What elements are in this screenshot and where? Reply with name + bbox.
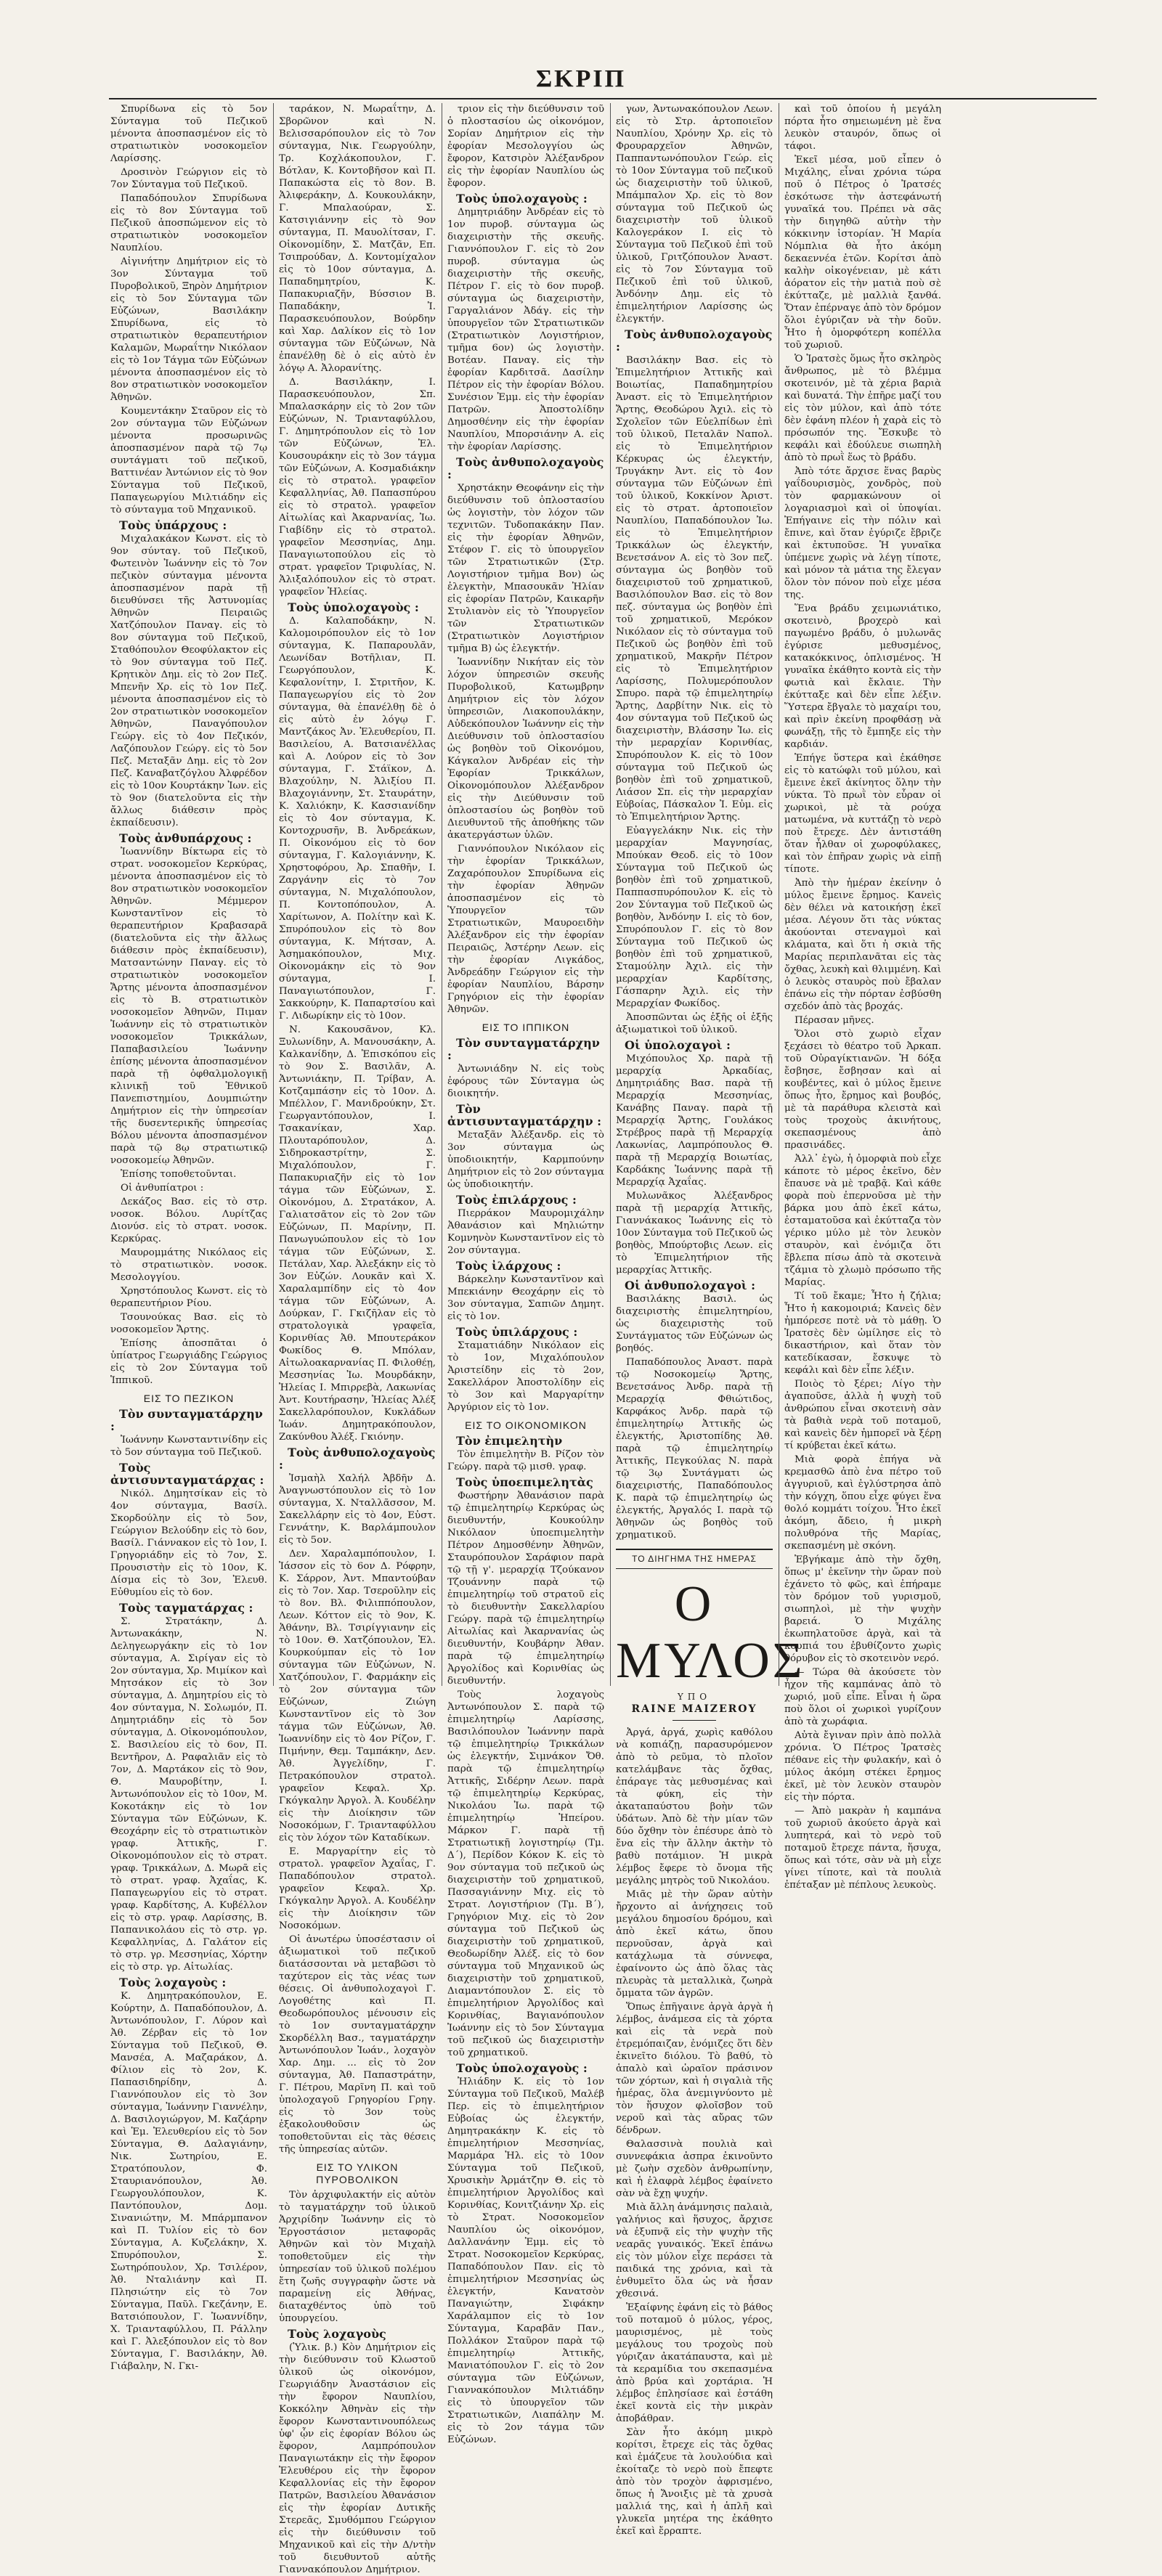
paragraph: Ὅλοι στὸ χωριὸ εἶχαν ξεχάσει τὸ θέατρο τοῦ Ἀρκαπ. τοῦ Οὐραγίκτιανῶν. Ἡ δόξα ἔσβησε, ἔσβησαν καὶ αἱ κουβέντες, καὶ ὁ μύλος ἔμεινε ὅπως ἦτο, ἔρημος καὶ βουβός, μὲ τὰ παράθυρα κλειστὰ καὶ τοὺς τροχοὺς ἀκινήτους, σκεπασμένους ἀπὸ πρασινάδες. <box>784 1029 941 1151</box>
section-heading: Τοὺς λοχαγοὺς : <box>119 1976 227 1989</box>
paragraph: Ν. Κακουσᾶνον, Κλ. Ξυλωνίδην, Α. Μανουσάκην, Α. Καλκανίδην, Δ. Ἐπισκόπου εἰς τὸ 9ον Σ. Βασιλᾶν, Α. Ἀντωνιάκην, Π. Τρίβαν, Α. Κοτζαμπάσην εἰς τὸ 10ον. Δ. Μπέλλον, Γ. Μανιδρούκην, Στ. Γεωργαντόπουλον, Ι. Τσακανίκαν, Χαρ. Πλουταρόπουλον, Δ. Σιδηροκαστρίτην, Σ. Μιχαλόπουλον, Γ. Παπακυριαζῆν εἰς τὸ 1ον τάγμα τῶν Εὐζώνων, Σ. Οἰκονόμου, Δ. Στρατάκον, Α. Γαλιατσᾶτον εἰς τὸ 2ον τῶν Εὐζώνων, Π. Μαρίνην, Π. Πανωγυώπουλον εἰς τὸ 1ον τάγμα τῶν Εὐζώνων, Σ. Πετάλαν, Χαρ. Ἀλεξάκην εἰς τὸ 3ον Εὐζών. Λουκᾶν καὶ Χ. Χαραλαμπίδην εἰς τὸ 4ον τάγμα τῶν Εὐζώνων, Α. Δούρκαν, Γ. Γκιζῆλαν εἰς τὸ στρατολογικὰ γραφεῖα, Κορινθίας Ἀθ. Μπουτεράκον Φωκίδος Θ. Μπόλαν, Αἰτωλοακαρνανίας Π. Φιλοθέῃ, Μεσσηνίας Ἰω. Μουρδάκην, Ἠλείας Ι. Μπιρρεβὰ, Λακωνίας Ἀντ. Κουτήρασην, Ἠλείας Ἀλέξ Σακελλαρόπουλον, Κυκλάδων Ἰωάν. Δημητρακόπουλον, Ζακύνθου Ἀλέξ. Γκιόνην. <box>279 1024 436 1443</box>
paragraph: Σπυρίδωνα εἰς τὸ 5ον Σύνταγμα τοῦ Πεζικοῦ μένοντα ἀποσπασμένον εἰς τὸ στρατιωτικὸν νοσοκομεῖον Λαρίσσης. <box>110 104 267 164</box>
paragraph: Πιερράκον Μαυρομιχάλην Ἀθανάσιον καὶ Μηλιώτην Κομνηνὸν Κωνσταντῖνον εἰς τὸ 2ον σύνταγμα. <box>447 1208 604 1256</box>
column-5 <box>784 103 941 1891</box>
column-divider <box>273 103 274 1686</box>
paragraph: — Τώρα θὰ ἀκούσετε τὸν ἦχον τῆς καμπάνας ἀπὸ τὸ χωριό, μοῦ εἶπε. Εἶναι ἡ ὥρα ποὺ ὅλοι οἱ χωρικοὶ γυρίζουν ἀπὸ τὰ χωράφια. <box>784 1667 941 1727</box>
paragraph: Ἀργά, ἀργά, χωρὶς καθόλου νὰ κοπιάζῃ, παρασυρόμενον ἀπὸ τὸ ρεῦμα, τὸ πλοῖον κατελάμβανε τὰς ὄχθας, ἐπάραγε τὰς μεθυσμένας καὶ τὰ φύκη, εἰς τὴν ἀκαταπαύστου βοὴν τῶν ὑδάτων. Ἀπὸ δὲ τὴν μίαν τῶν δύο ὄχθην τὸν ἐπέσυρε ἀπὸ τὸ ἔνα εἰς τὴν ἄλλην ἀκτὴν τὸ βαθὺ ποτάμιον. Ἡ μικρὰ λέμβος ἔφερε τὸ ὄνομα τῆς μεγάλης μητρὸς τοῦ Νικολάου. <box>616 1727 773 1886</box>
paragraph: Ἰωάννην Κωνσταντινίδην εἰς τὸ 5ον σύνταγμα τοῦ Πεζικοῦ. <box>110 1435 267 1458</box>
paragraph: Ποιὸς τὸ ξέρει; Λίγο τὴν ἀγαποῦσε, ἀλλὰ ἡ ψυχὴ τοῦ ἀνθρώπου εἶναι σκοτεινὴ σὰν τὰ βαθιὰ νερὰ τοῦ ποταμοῦ, καὶ κανεὶς δὲν ἠμπορεῖ νὰ ξέρῃ τί κρύβεται ἐκεῖ κάτω. <box>784 1379 941 1451</box>
column-2 <box>279 103 436 2575</box>
paragraph: γων, Ἀντωνακόπουλον Λεων. εἰς τὸ Στρ. ἀρτοποιεῖον Ναυπλίου, Χρόνην Χρ. εἰς τὸ Φρουραρχεῖον Ἀθηνῶν, Παππαντωνόπουλον Γεώρ. εἰς τὸ 10ον Σύνταγμα τοῦ πεζικοῦ ὡς διαχειριστὴν τοῦ ὑλικοῦ, Μπάμπαλον Χρ. εἰς τὸ 8ον σύνταγμα τοῦ Πεζικοῦ ὡς διαχειριστὴν τοῦ ὑλικοῦ Καλογεράκον Ι. εἰς τὸ Σύνταγμα τοῦ Πεζικοῦ ἐπὶ τοῦ ὑλικοῦ, Γριτζόπουλον Ἀναστ. εἰς τὸ 7ον Σύνταγμα τοῦ Πεζικοῦ ἐπὶ τοῦ ὑλικοῦ, Ἀνδόνην Δημ. εἰς τὸ ἐπιμελητήριον Λαρίσσης ὡς ἐλεγκτήν. <box>616 104 773 325</box>
paragraph: Αἰγινήτην Δημήτριον εἰς τὸ 3ον Σύνταγμα τοῦ Πυροβολικοῦ, Ξηρὸν Δημήτριον εἰς τὸ 5ον Σύνταγμα τῶν Εὐζώνων, Βασιλάκην Σπυρίδωνα, εἰς τὸ στρατιωτικὸν θεραπευτήριον Καλαμῶν, Μωραΐτην Νικόλαον εἰς τὸ 1ον Τάγμα τῶν Εὐζώνων μένοντα ἀποσπασμένον εἰς τὸ 8ον στρατιωτικὸν νοσοκομεῖον Ἀθηνῶν. <box>110 256 267 403</box>
paragraph: Χρηστάκην Θεοφάνην εἰς τὴν διεύθυνσιν τοῦ ὁπλοστασίου ὡς λογιστὴν, τὸν λόχον τῶν τεχνιτῶν. Τυδοπακάκην Παν. εἰς τὴν ἐφορίαν Ἀθηνῶν, Στέφον Γ. εἰς τὸ ὑπουργεῖον τῶν Στρατιωτικῶν (Στρ. Λογιστήριον τμῆμα Βον) ὡς ἐλεγκτὴν, Μπασουκᾶν Ἠλίαν εἰς ἐφορίαν Πατρῶν, Καικαρῆν Στυλιανὸν εἰς τὸ Ὑπουργεῖον τῶν Στρατιωτικῶν (Στρατιωτικὸν Λογιστήριον τμῆμα Β) ὡς ἐλεγκτήν. <box>447 483 604 654</box>
story-header-box <box>616 1549 805 1721</box>
section-heading: Τοὺς ταγματάρχας : <box>119 1601 253 1615</box>
paragraph: (Ὑλικ. β.) Κὸν Δημήτριον εἰς τὴν διεύθυνσιν τοῦ Κλωστοῦ ὑλικοῦ ὡς οἰκονόμον, Γεωργιάδην Ἀναστάσιον εἰς τὴν ἔφορον Ναυπλίου, Κοκκόλην Ἀθηνὰν εἰς τὴν ἔφορον Κωνσταντινουπόλεως ὑφ' ᾧν εἰς ἐφορίαν Βόλου ὡς ἔφορον, Λαμπρόπουλον Παναγιωτάκην εἰς τὴν ἔφορον Ἐλευθέρου εἰς τὴν ἔφορον Κεφαλλονίας εἰς τὴν ἔφορον Πατρῶν, Βασιλείου Ἀθανάσιον εἰς τὴν ἐφορίαν Δυτικῆς Στερεᾶς, Σμυθόμπου Γεώργιον εἰς τὴν διεύθυνσιν τοῦ Μηχανικοῦ καὶ εἰς τὴν Δ/ντὴν τοῦ διευθυντοῦ αὐτῆς Γιαννακόπουλον Δημήτριον. <box>279 2342 436 2575</box>
paragraph: Δ. Βασιλάκην, Ι. Παρασκευόπουλον, Σπ. Μπαλασκάρην εἰς τὸ 2ον τῶν Εὐζώνων, Ν. Τριανταφύλλου, Γ. Δημητρόπουλον εἰς τὸ 1ον τῶν Εὐζώνων, Ἐλ. Κουσουράκην εἰς τὸ 3ον τάγμα τῶν Εὐζώνων, Α. Κοσμαδιάκην εἰς τὸ στρατολ. γραφεῖον Κεφαλληνίας, Ἀθ. Παπασπύρου εἰς τὸ στρατολ. γραφεῖον Αἰτωλίας καὶ Ἀκαρνανίας, Ἰω. Γιαβίδην εἰς τὸ στρατολ. γραφεῖον Μεσσηνίας, Δημ. Παναγιωτοπούλου εἰς τὸ στρατ. γραφεῖον Τριφυλίας, Ν. Ἀλιξαλόπουλον εἰς τὸ στρατ. γραφεῖον Ἠλείας. <box>279 377 436 598</box>
section-heading: Τοὺς ὑποεπιμελητὰς <box>456 1475 593 1489</box>
paragraph: Σταματιάδην Νικόλαον εἰς τὸ 1ον, Μιχαλόπουλον Ἀριστείδην εἰς τὸ 2ον, Σακελλάρον Ἀποστολίδην εἰς τὸ 3ον καὶ Μαργαρίτην Ἀργύριον εἰς τὸ 1ον. <box>447 1340 604 1413</box>
story-title: Ο ΜΥΛΟΣ <box>616 1576 805 1689</box>
paragraph: Ἠλιάδην Κ. εἰς τὸ 1ον Σύνταγμα τοῦ Πεζικοῦ, Μαλέβ Περ. εἰς τὸ ἐπιμελητήριον Εὐβοίας ὡς ἐλεγκτήν, Δημητρακάκην Κ. εἰς τὸ ἐπιμελητήριον Μεσσηνίας, Μαρμάρα Ἠλ. εἰς τὸ 10ον Σύνταγμα τοῦ Πεζικοῦ, Χρυσικὴν Ἀρμάτζην Θ. εἰς τὸ ἐπιμελητήριον Ἀργολίδος καὶ Κορινθίας, Κονιτζιάνην Χρ. εἰς τὸ Στρατ. Νοσοκομεῖον Ναυπλίου ὡς οἰκονόμον, Δαλλανάνην Ἐμμ. εἰς τὸ Στρατ. Νοσοκομεῖον Κερκύρας, Παπαδόπουλον Παν. εἰς τὸ ἐπιμελητήριον Μεσσηνίας ὡς ἐλεγκτήν, Κανατσὸν Παναγιώτην, Σιφάκην Χαράλαμπον εἰς τὸ 1ον Σύνταγμα, Καραβᾶν Παν., Πολλάκον Σταῦρον παρὰ τῷ ἐπιμελητηρίῳ Ἀττικῆς, Μανιατόπουλον Γ. εἰς τὸ 2ον σύνταγμα τῶν Εὐζώνων, Γιαννακόπουλον Μιλτιάδην εἰς τὸ ὑπουργεῖον τῶν Στρατιωτικῶν, Λιαπάλην Μ. εἰς τὸ 2ον τάγμα τῶν Εὐζώνων. <box>447 2076 604 2445</box>
paragraph: Κ. Δημητρακόπουλον, Ε. Κούρτην, Δ. Παπαδόπουλον, Δ. Ἀντωνόπουλον, Γ. Λύρον καὶ Ἀθ. Ζέρβαν εἰς τὸ 1ον Σύνταγμα τοῦ Πεζικοῦ, Θ. Μανσέα, Α. Μαζαράκον, Δ. Φίλιον εἰς τὸ 2ον, Κ. Παπασιδηρίδην, Δ. Γιαννόπουλον εἰς τὸ 3ον σύνταγμα, Ἰωάννην Γιαννέλην, Δ. Βασιλογιώργον, Μ. Καζάρην καὶ Ἐμ. Ἐλευθερίου εἰς τὸ 5ον Σύνταγμα, Θ. Δαλαγιάνην, Νικ. Σωτηρίου, Ε. Στρατόπουλον, Φ. Σταυριανόπουλον, Ἀθ. Γεωργουλόπουλον, Κ. Παντόπουλον, Δομ. Σινανιώτην, Μ. Μπάρμπανον καὶ Π. Τυλίον εἰς τὸ 6ον Σύνταγμα, Α. Κυζελάκην, Χ. Σπυρόπουλον, Σ. Σωτηρόπουλον, Χρ. Τσιλέρον, Ἀθ. Νταλιάνην καὶ Π. Πλησιώτην εἰς τὸ 7ον Σύνταγμα, Παῦλ. Γκεζάνην, Ε. Βατσιόπουλον, Γ. Ἰωαννίδην, Χ. Τριανταφύλλου, Π. Ράλλην καὶ Γ. Ἀλεξόπουλον εἰς τὸ 8ον Σύνταγμα, Γ. Βασιλάκην, Ἀθ. Γιάβαλην, Ν. Γκι- <box>110 1991 267 2372</box>
paragraph: Ἀντωνιάδην Ν. εἰς τοὺς ἐφόρους τῶν Σύνταγμα ὡς διοικητήν. <box>447 1064 604 1099</box>
paragraph: Δεν. Χαραλαμπόπουλον, Ι. Ἰάσσον εἰς τὸ 6ον Δ. Ρόφρην, Κ. Σάρρον, Ἀντ. Μπαντούβαν εἰς τὸ 7ον. Χαρ. Τσεροῦλην εἰς τὸ 8ον. Βλ. Φιλιππόπουλον, Λεων. Κόττον εἰς τὸ 9ον, Κ. Ἀθάνην, Βλ. Τσιρίγγιανην εἰς τὸ 10ον. Θ. Χατζόπουλον, Ἐλ. Κουρκούμπαν εἰς τὸ 1ον σύνταγμα τῶν Εὐζώνων, Ν. Χατζόπουλον, Γ. Φαρμάκην εἰς τὸ 2ον σύνταγμα τῶν Εὐζώνων, Ζιώγη Κωνσταντῖνον εἰς τὸ 3ον τάγμα τῶν Εὐζώνων, Ἀθ. Ἰωαννίδην εἰς τὸ 4ον Ρίζον, Γ. Πιμήνην, Θεμ. Ταμπάκην, Δεν. Ἀθ. Ἀγγελίδην, Γ. Πετρακόπουλον στρατολ. γραφεῖον Κεφαλ. Χρ. Γκόγκαλην Ἀργολ. Ἀ. Κουδέλην εἰς τὴν Διοίκησιν τῶν Νοσοκόμων, Γ. Τριανταφύλλου εἰς τὸν λόχον τῶν Καταδίκων. <box>279 1549 436 1843</box>
paragraph: Οἱ ἀνθυπίατροι : <box>121 1183 204 1194</box>
paragraph: Παπαδόπουλος Ἀναστ. παρὰ τῷ Νοσοκομείῳ Ἄρτης, Βενετσάνος Ἀνδρ. παρὰ τῇ Μεραρχίᾳ Φθιώτιδος, Καρφάκος Ἀνδρ. παρὰ τῷ ἐπιμελητηρίῳ Ἀττικῆς ὡς ἐλεγκτής, Ἀριστοπίδης Ἀθ. παρὰ τῷ ἐπιμελητηρίῳ Ἀττικῆς, Πεγκούλας Ν. παρὰ τῷ 3ῳ Συντάγματι ὡς διαχειριστής, Παπαδόπουλος Κ. παρὰ τῷ ἐπιμελητηρίῳ ὡς ἐλεγκτής, Ἀργαλός Ι. παρὰ τῷ Ἀθηνῶν ὡς βοηθὸς τοῦ χρηματικοῦ. <box>616 1357 773 1541</box>
paragraph: Τοὺς λοχαγοὺς Ἀντωνόπουλον Σ. παρὰ τῷ ἐπιμελητηρίῳ Λαρίσσης, Βασιλόπουλον Ἰωάννην παρὰ τῷ ἐπιμελητηρίῳ Τρικκάλων ὡς ἐλεγκτήν, Σιμνάκον Ὄθ. παρὰ τῷ ἐπιμελητηρίῳ Ἀττικῆς, Σιδέρην Λεων. παρὰ τῷ ἐπιμελητηρίῳ Κερκύρας, Νικολάου Ἰω. παρὰ τῷ ἐπιμελητηρίῳ Ἠπείρου. Μάρκον Γ. παρὰ τῇ Στρατιωτικῇ λογιστηρίῳ (Τμ. Δ΄), Περίδον Κόκον Κ. εἰς τὸ 9ον σύνταγμα τοῦ πεζικοῦ ὡς διαχειριστὴν τοῦ χρηματικοῦ, Πασσαγιάννην Μιχ. εἰς τὸ Στρατ. Λογιστήριον (Τμ. Β΄), Γρηγόριον Μιχ. εἰς τὸ 2ον σύνταγμα τοῦ Πεζικοῦ ὡς διαχειριστὴν τοῦ χρηματικοῦ, Θεοδωρίδην Ἀλέξ. εἰς τὸ 6ον σύνταγμα τοῦ Μηχανικοῦ ὡς διαχειριστὴν τοῦ χρηματικοῦ, Διαμαντόπουλον Σ. εἰς τὸ ἐπιμελητήριον Ἀργολίδος καὶ Κορινθίας, Βαγιανόπουλον Ἰωάννην εἰς τὸ 5ον Σύνταγμα τοῦ πεζικοῦ ὡς διαχειριστὴν τοῦ χρηματικοῦ. <box>447 1690 604 2058</box>
paragraph: Μιχαλακάκον Κωνστ. εἰς τὸ 9ον σύνταγ. τοῦ Πεζικοῦ, Φωτεινὸν Ἰωάννην εἰς τὸ 7ον πεζικὸν σύνταγμα μένοντα ἀποσπασμένον παρὰ τῇ διευθύνσει τῆς Ἀστυνομίας Ἀθηνῶν Πειραιῶς Χατζόπουλον Παναγ. εἰς τὸ 8ον σύνταγμα τοῦ Πεζικοῦ, Σταθόπουλον Θεοφύλακτον εἰς τὸ 9ον σύνταγμα τοῦ Πεζ. Κρητικὸν Δημ. εἰς τὸ 2ον Πεζ. Μπενῆν Χρ. εἰς τὸ 1ον Πεζ. μένοντα ἀποσπασμένον εἰς τὸ 2ον στρατιωτικὸν νοσοκομεῖον Ἀθηνῶν, Παναγόπουλον Γεώργ. εἰς τὸ 4ον Πεζικόν, Λαζόπουλον Γεώργ. εἰς τὸ 5ον Πεζ. Μεταξᾶν Δημ. εἰς τὸ 2ον Πεζ. Καναβατζόγλου Ἀλφρέδον εἰς τὸ 10ον Κουρτάκην Ἰων. εἰς τὸ 9ον (διατελοῦντα εἰς τὴν ἄλλως διάθεσιν πρὸς ἐκπαίδευσιν). <box>110 534 267 828</box>
paragraph: Ἰσμαὴλ Χαλήλ Ἀβδῆν Δ. Ἀναγνωστόπουλον εἰς τὸ 1ον σύνταγμα, Χ. Νταλλᾶσσον, Μ. Σακελλάρην εἰς τὸ 4ον, Εὐστ. Γεννάτην, Κ. Βαρλάμπουλον εἰς τὸ 5ον. <box>279 1473 436 1546</box>
paragraph: Παπαδόπουλον Σπυρίδωνα εἰς τὸ 8ον Σύνταγμα τοῦ Πεζικοῦ ἀποσπώμενον εἰς τὸ στρατιωτικὸν νοσοκομεῖον Ναυπλίου. <box>110 193 267 253</box>
paragraph: Μιᾶς μὲ τὴν ὥραν αὐτὴν ἤρχοντο αἱ ἀνήχησεις τοῦ μεγάλου δημοσίου δρόμου, καὶ ἀπὸ ἐκεῖ κάτω, ὅπου περνοῦσαν, ἀργὰ καὶ κατάχλωμα τὰ σύννεφα, ἐφαίνοντο ὡς ἀπὸ ὅλας τὰς πλευρὰς τὰ μεταλλικὰ, ζωηρὰ ὄμματα τῶν ἀγρῶν. <box>616 1889 773 1999</box>
paragraph: ταράκον, Ν. Μωραΐτην, Δ. Σβορῶνον καὶ Ν. Βελισσαρόπουλον εἰς τὸ 7ον σύνταγμα, Νικ. Γεωργούλην, Τρ. Κοχλάκοπουλον, Γ. Βότλαν, Κ. Κοντοβῆσον καὶ Π. Παπακώστα εἰς τὸ 8ον. Β. Ἀλιφεράκην, Δ. Κουκουλάκην, Γ. Μπαλαούραν, Σ. Κατσιγιάννην εἰς τὸ 9ον σύνταγμα, Π. Μαυολίτσαν, Γ. Οἰκονομίδην, Σ. Ματζᾶν, Επ. Τσιπρούδαν, Δ. Κοντομίχαλον εἰς τὸ 10ον σύνταγμα, Δ. Παπαδημητρίου, Κ. Παπακυριαζῆν, Βύσσιον Β. Παπαδάκην, Ἰ. Παρασκευόπουλον, Βούρδην καὶ Χαρ. Δαλίκον εἰς τὸ 1ον σύνταγμα τῶν Εὐζώνων, Νὰ ἐπανέλθῃ δὲ ὁ εἰς αὐτὸ ἐν λόγῳ Α. Ἀλορανίτης. <box>279 104 436 374</box>
paragraph: Ἀλλ᾿ ἐγὼ, ἡ ὀμορφιὰ ποὺ εἶχε κάποτε τὸ μέρος ἐκεῖνο, δὲν ἔπαυσε νὰ μὲ τραβᾷ. Καὶ κάθε φορὰ ποὺ ἐπερνοῦσα μὲ τὴν βάρκα μου ἀπὸ ἐκεῖ κάτω, ἐσταματοῦσα καὶ ἐκύτταζα τὸν γέρικο μύλο μὲ τὸν λευκὸν σταυρὸν, καὶ ἐνόμιζα ὅτι ἔβλεπα πίσω ἀπὸ τὰ σκοτεινὰ τζάμια τὸ χλωμὸ πρόσωπο τῆς Μαρίας. <box>784 1154 941 1288</box>
paragraph: Οἱ ἀνωτέρω ὑποσέστασιν οἱ ἀξιωματικοὶ τοῦ πεζικοῦ διατάσσονται νὰ μεταβῶσι τὸ ταχύτερον εἰς τὰς νέας των θέσεις. Οἱ ἀνθυπολοχαγοὶ Γ. Λογοθέτης καὶ Π. Θεοδωρόπουλος μένουσιν εἰς τὸ 1ον συνταγματάρχην Σκορδέλλη Βασ., ταγματάρχην Ἀντωνόπουλον Ἰωάν., λοχαγὸν Χαρ. Δημ. ... εἰς τὸ 2ον σύνταγμα, Ἀθ. Παπαστράτην, Γ. Πέτρου, Μαρῖνη Π. καὶ τοῦ ὑπολοχαγοῦ Γρηγορίου Γρηγ. εἰς τὸ 3ον τοὺς ἐξακολουθοῦσιν ὡς τοποθετοῦνται εἰς τὰς θέσεις τῆς ὑπηρεσίας αὐτῶν. <box>279 1934 436 2155</box>
column-3 <box>447 103 604 2445</box>
section-heading: Τοὺς ἀνθυπάρχους : <box>119 831 252 845</box>
column-4 <box>616 103 805 2537</box>
department-heading: ΕΙΣ ΤΟ ΥΛΙΚΟΝ ΠΥΡΟΒΟΛΙΚΟΝ <box>316 2161 399 2185</box>
section-heading: Τοὺς ὑπολοχαγοὺς : <box>456 2061 588 2075</box>
paragraph: Θαλασσινὰ πουλιὰ καὶ συννεφάκια ἀσπρα ἐκινοῦντο μὲ ζωὴν σχεδὸν ἀνθρωπίνην, καὶ ἡ ἐλαφρὰ λέμβος ἐφαίνετο σὰν νὰ ἔχῃ ψυχήν. <box>616 2139 773 2199</box>
paragraph: Τί τοῦ ἔκαμε; Ἦτο ἡ ζήλια; Ἦτο ἡ κακομοιριά; Κανεὶς δὲν ἠμπόρεσε ποτὲ νὰ τὸ μάθῃ. Ὁ Ἰρατσὲς δὲν ὡμίλησε εἰς τὸ δικαστήριον, καὶ ὅταν τὸν κατεδίκασαν, ἔσκυψε τὸ κεφάλι καὶ δὲν εἶπε λέξιν. <box>784 1291 941 1376</box>
paragraph: Ε. Μαργαρίτην εἰς τὸ στρατολ. γραφεῖον Ἀχαΐας, Γ. Παπαδόπουλον στρατολ. γραφεῖον Κεφαλ. Χρ. Γκόγκαλην Ἀργολ. Α. Κουδέλην εἰς τὴν Διοίκησιν τῶν Νοσοκόμων. <box>279 1846 436 1931</box>
paragraph: Ἰωαννίδην Βίκτωρα εἰς τὸ στρατ. νοσοκομεῖον Κερκύρας, μένοντα ἀποσπασμένον εἰς τὸ 8ον στρατιωτικὸν νοσοκομεῖον Ἀθηνῶν. Μέμμερον Κωνσταντῖνον εἰς τὸ θεραπευτήριον Κραβασαρᾶ (διατελοῦντα εἰς τὴν ἄλλως διάθεσιν πρὸς ἐκπαίδευσιν), Ματσαντώνην Παναγ. εἰς τὸ στρατιωτικὸν νοσοκομεῖον Ἄρτης μένοντα ἀποσπασμένον εἰς τὸ Β. στρατιωτικὸν νοσοκομεῖον Ἀθηνῶν, Πιμαν Ἰωάννην εἰς τὸ στρατιωτικὸν νοσοκομεῖον Τρικκάλων, Παπαβασιλείου Ἰωάννην ἐπίσης μένοντα ἀποσπασμένον παρὰ τῇ ὀφθαλμολογικῇ κλινικῇ τοῦ Ἐθνικοῦ Πανεπιστημίου, Δουμπιώτην Δημήτριον εἰς τὴν ὑπηρεσίαν τῆς δυσεντερικῆς ὑπηρεσίας Βόλου μένοντα ἀποσπασμένον παρὰ τῷ 8ῳ στρατιωτικῷ νοσοκομείῳ Ἀθηνῶν. <box>110 847 267 1166</box>
paragraph: Μεταξᾶν Ἀλέξανδρ. εἰς τὸ 3ον σύνταγμα ὡς ὑποδιοικητήν, Καρμπούνην Δημήτριον εἰς τὸ 2ον σύνταγμα ὡς ὑποδιοικητήν. <box>447 1130 604 1190</box>
paragraph: Σὰν ἦτο ἀκόμη μικρὸ κορίτσι, ἔτρεχε εἰς τὰς ὄχθας καὶ ἐμάζευε τὰ λουλούδια καὶ ἐκοίταζε τὸ νερὸ ποὺ ἔπεφτε ἀπὸ τὸν τροχὸν ἀφρισμένο, ὅπως ἡ Ἄνοιξις μὲ τὰ χρυσὰ μαλλιά της, καὶ ἡ ἁπλῆ καὶ γλυκεῖα μητέρα της ἐκάθητο ἐκεῖ καὶ ἔρραπτε. <box>616 2427 773 2537</box>
paragraph: Βάρκελην Κωνσταντῖνον καὶ Μπεκιάνην Θεοχάρην εἰς τὸ 3ον σύνταγμα, Σαπιῶν Δημητ. εἰς τὸ 1ον. <box>447 1274 604 1322</box>
section-heading: Τοὺς ἐπιλάρχους : <box>456 1193 577 1207</box>
paragraph: Εὐαγγελάκην Νικ. εἰς τὴν μεραρχίαν Μαγνησίας, Μπούκαν Θεοδ. εἰς τὸ 10ον Σύνταγμα τοῦ Πεζικοῦ ὡς βοηθὸν ἐπὶ τοῦ χρηματικοῦ, Παππασπυρόπουλον Κ. εἰς τὸ 2ον Σύνταγμα τοῦ Πεζικοῦ ὡς βοηθὸν, Ἀνδόνην Ι. εἰς τὸ 6ον, Σπυρόπουλον Γ. εἰς τὸ 8ον Σύνταγμα τοῦ Πεζικοῦ ὡς βοηθὸν ἐπὶ τοῦ χρηματικοῦ, Σταμούλην Ἀχιλ. εἰς τὴν μεραρχίαν Καρδίτσης, Γάσπαρην Ἀχιλ. εἰς τὴν Μεραρχίαν Φωκίδος. <box>616 826 773 1009</box>
paragraph: Μιὰ ἄλλη ἀνάμνησις παλαιὰ, γαλήνιος καὶ ἥσυχος, ἄρχισε νὰ ἐξυπνᾷ εἰς τὴν ψυχὴν τῆς νεαρᾶς γυναικός. Ἐκεῖ ἐπάνω εἰς τὸν μύλον εἶχε περάσει τὰ παιδικά της χρόνια, καὶ τὰ ἐνθυμεῖτο ὅλα ὡς νὰ ἦσαν χθεσινά. <box>616 2202 773 2299</box>
section-heading: Τὸν συνταγματάρχην : <box>110 1407 263 1433</box>
paragraph: Τσουνούκας Βασ. εἰς τὸ νοσοκομεῖον Ἄρτης. <box>110 1312 267 1335</box>
section-heading: Τοὺς ὑπάρχους : <box>119 518 227 532</box>
paragraph: Ἰωαννίδην Νικήταν εἰς τὸν λόχον ὑπηρεσιῶν σκευῆς Πυροβολικοῦ, Κατωμβρην Δημήτριον εἰς τὸν λόχον ὑπηρεσιῶν, Λιακοπουλάκην, Αὐδεκόπουλον Ἰωάννην εἰς τὴν Διεύθυνσιν τοῦ ὁπλοστασίου ὡς βοηθὸν τοῦ Οἰκονόμου, Κάγκαλον Ἀνδρέαν εἰς τὴν Ἐφορίαν Τρικκάλων, Οἰκονομόπουλον Ἀλέξανδρον εἰς τὴν Διεύθυνσιν τοῦ ὁπλοστασίου ὡς βοηθὸν τοῦ Διευθυντοῦ τῆς ἀποθήκης τῶν ἀκατεργάστων ὑλῶν. <box>447 657 604 841</box>
section-heading: Τοὺς ἀνθυπολοχαγοὺς : <box>279 1446 436 1472</box>
paragraph: Ἕνα βράδυ χειμωνιάτικο, σκοτεινὸ, βροχερὸ καὶ παγωμένο βράδυ, ὁ μυλωνᾶς ἐγύρισε μεθυσμένος, κατακόκκινος, ὁπλισμένος. Ἡ γυναῖκα ἐκάθητο κοντὰ εἰς τὴν φωτιὰ καὶ ἔκλαιε. Τὴν ἐκύτταξε καὶ δὲν εἶπε λέξιν. Ὕστερα ἔβγαλε τὸ μαχαίρι του, καὶ πρὶν ἐκείνη προφθάσῃ νὰ φωνάξῃ, τῆς τὸ ἔμπηξε εἰς τὴν καρδιάν. <box>784 603 941 750</box>
paragraph: τριον εἰς τὴν διεύθυνσιν τοῦ ὁ πλοστασίου ὡς οἰκονόμον, Σορίαν Δημήτριον εἰς τὴν ἐφορίαν Μεσολογγίου ὡς ἔφορον, Κατσιρὸν Ἀλέξανδρον εἰς τὴν ἐφορίαν Ναυπλίου ὡς ἔφορον. <box>447 104 604 189</box>
paragraph: Δροσινὸν Γεώργιον εἰς τὸ 7ον Σύνταγμα τοῦ Πεζικοῦ. <box>110 167 267 190</box>
paragraph: Ἐβγήκαμε ἀπὸ τὴν ὄχθη, ὅπως μ' ἐκεῖνην τὴν ὥραν ποὺ ἐχάνετο τὸ φῶς, καὶ ἐπήραμε τὸν δρόμον τοῦ γυρισμοῦ, σιωπηλοὶ, μὲ τὴν ψυχὴν βαρειά. Ὁ Μιχάλης ἐκωπηλατοῦσε ἀργὰ, καὶ τὰ κουπιά του ἐβυθίζοντο χωρὶς θόρυβον εἰς τὸ σκοτεινὸν νερό. <box>784 1554 941 1664</box>
paragraph: Ὅπως ἐπῆγαινε ἀργὰ ἀργὰ ἡ λέμβος, ἀνάμεσα εἰς τὰ χόρτα καὶ εἰς τὰ νερὰ ποὺ ἐτρεμόπαιζαν, ἐνόμιζες ὅτι δὲν ἐκινεῖτο διόλου. Τὸ βαθύ, τὸ ἁπαλὸ καὶ ὡραῖον πράσινον τῶν χόρτων, καὶ ἡ σιγαλιὰ τῆς ἡμέρας, ὅλα ἀνεμιγνύοντο μὲ τὸν ἥσυχον φλοῖσβον τοῦ νεροῦ καὶ τὰς αὔρας τῶν δένδρων. <box>616 2002 773 2136</box>
section-heading: Τοὺς ἰλάρχους : <box>456 1259 561 1273</box>
section-heading: Τοὺς λοχαγοὺς <box>288 2327 386 2341</box>
paragraph: — Ἀπὸ μακρὰν ἡ καμπάνα τοῦ χωριοῦ ἀκούετο ἀργὰ καὶ λυπητερά, καὶ τὸ νερὸ τοῦ ποταμοῦ ἔτρεχε πάντα, ἥσυχα, ὅπως καὶ τότε, σὰν νὰ μὴ εἶχε γίνει τίποτε, καὶ τὰ πουλιὰ ἐπέταξαν μὲ πέπλους λευκοὺς. <box>784 1806 941 1891</box>
section-heading: Τοὺς ὑπιλάρχους : <box>456 1325 578 1339</box>
section-heading: Οἱ ὑπολοχαγοὶ : <box>625 1038 731 1052</box>
column-1 <box>110 103 267 2372</box>
top-rule <box>109 98 1097 99</box>
paragraph: Κουμεντάκην Σταῦρον εἰς τὸ 2ον σύνταγμα τῶν Εὐζώνων μένοντα προσωρινῶς ἀποσπασμένον παρὰ τῷ 7ῳ συντάγματι τοῦ πεζικοῦ, Βαττινέαν Ἀντώνιον εἰς τὸ 9ον Σύνταγμα τοῦ Πεζικοῦ, Παπαγεωργίου Μιλτιάδην εἰς τὸ σύνταγμα τοῦ Μηχανικοῦ. <box>110 406 267 515</box>
paragraph: Σ. Στρατάκην, Δ. Ἀντωνακάκην, Ν. Δεληγεωργάκην εἰς τὸ 1ον σύνταγμα, Α. Σιρίγαν εἰς τὸ 2ον σύνταγμα, Χρ. Μιμίκον καὶ Μητσάκον εἰς τὸ 3ον σύνταγμα, Δ. Δημητρίου εἰς τὸ 4ον σύνταγμα, Ν. Σολωμόν, Π. Δημητριάδην εἰς τὸ 5ον σύνταγμα, Δ. Οἰκονομόπουλον, Σ. Βασιλείου εἰς τὸ 6ον, Π. Βεντῆρον, Δ. Ραφαλιᾶν εἰς τὸ 7ον, Δ. Μαρτάκον εἰς τὸ 9ον, Θ. Μαυροβίτην, Ι. Ἀντωνόπουλον εἰς τὸ 10ον, Μ. Κοκοτάκην εἰς τὸ 1ον Σύνταγμα τῶν Εὐζώνων, Κ. Θεοχάρην εἰς τὸ στρατιωτικὸν γραφ. Ἀττικῆς, Γ. Οἰκονομόπουλον εἰς τὸ στρατ. γραφ. Τρικκάλων, Δ. Μωρᾶ εἰς τὸ στρατ. γραφ. Ἀχαΐας, Κ. Παπαγεωργίου εἰς τὸ στρατ. γραφ. Καρδίτσης, Α. Κυβέλλον εἰς τὸ στρ. γραφ. Λαρίσσης, Β. Παπανικολάου εἰς τὸ στρ. γρ. Κεφαλληνίας, Δ. Γαλάτον εἰς τὸ στρ. γρ. Μεσσηνίας, Χόρτην εἰς τὸ στρ. γρ. Αἰτωλίας. <box>110 1616 267 1973</box>
section-heading: Τὸν συνταγματάρχην : <box>447 1036 600 1062</box>
section-heading: Τοὺς ὑπολοχαγοὺς : <box>288 600 419 614</box>
paragraph: καὶ τοῦ ὁποίου ἡ μεγάλη πόρτα ἦτο σημειωμένη μὲ ἕνα λευκὸν σταυρόν, ὅπως οἱ τάφοι. <box>784 104 941 152</box>
department-heading: ΕΙΣ ΤΟ ΙΠΠΙΚΟΝ <box>482 1022 570 1033</box>
paragraph: Μυλωνᾶκος Ἀλέξανδρος παρὰ τῇ μεραρχίᾳ Ἀττικῆς, Γιαννάκακος Ἰωάννης εἰς τὸ 10ον Σύνταγμα τοῦ Πεζικοῦ ὡς βοηθὸς, Μπούρτοβις Λεων. εἰς τὸ Ἐπιμελητήριον τῆς μεραρχίας Ἀττικῆς. <box>616 1191 773 1276</box>
paragraph: Γιαννόπουλον Νικόλαον εἰς τὴν ἐφορίαν Τρικκάλων, Ζαχαρόπουλον Σπυρίδωνα εἰς τὴν ἐφορίαν Ἀθηνῶν ἀποσπασμένον εἰς τὸ Ὑπουργεῖον τῶν Στρατιωτικῶν, Μαυροειδὴν Ἀλέξανδρον εἰς τὴν ἐφορίαν Πειραιῶς, Ἀστέρην Λεων. εἰς τὴν ἐφορίαν Λιγκάδος, Ἀνδρεάδην Γεώργιον εἰς τὴν ἐφορίαν Ναυπλίου, Βάρσην Γρηγόριον εἰς τὴν ἐφορίαν Ἀθηνῶν. <box>447 844 604 1015</box>
story-byline-label: ΥΠΟ <box>677 1692 712 1702</box>
masthead: ΣΚΡΙΠ <box>535 65 627 92</box>
paragraph: Ἀπὸ τότε ἄρχισε ἕνας βαρὺς γαΐδουρισμὸς, χονδρὸς, ποὺ τὸν φαρμακώνουν οἱ λογαριασμοὶ καὶ οἱ ὑποψίαι. Ἐπήγαινε εἰς τὴν πόλιν καὶ ἔπινε, καὶ ὅταν ἐγύριζε ἔβριζε καὶ ἐκτυποῦσε. Ἡ γυναῖκα ὑπέμενε χωρὶς νὰ λέγῃ τίποτε, καὶ μόνον τὰ μάτια της ἔλεγαν ὅλον τὸν πόνον ποὺ εἶχε μέσα της. <box>784 466 941 600</box>
paragraph: Ἐπίσης ἀποσπᾶται ὁ ὑπίατρος Γεωργιάδης Γεώργιος εἰς τὸ 2ον Σύνταγμα τοῦ Ἱππικοῦ. <box>110 1338 267 1386</box>
paragraph: Ἐπίσης τοποθετοῦνται. <box>121 1169 237 1180</box>
department-heading: ΕΙΣ ΤΟ ΠΕΖΙΚΟΝ <box>143 1393 235 1404</box>
paragraph: Μιὰ φορὰ ἐπήγα νὰ κρεμασθῶ ἀπὸ ἐνα πέτρο τοῦ ἀγγυριοῦ, καὶ ἐγλύστρησα ἀπὸ τὴν κόγχη, ὅπου εἶχε φύγει ἕνα θολό κομμάτι τοίχου. Ἦτο ἐκεῖ ἀκόμη, ἄδειο, ἡ μικρὴ πολυθρόνα τῆς Μαρίας, σκεπασμένη μὲ σκόνη. <box>784 1454 941 1552</box>
columns <box>110 103 1097 2575</box>
paragraph: Δ. Καλαποδάκην, Ν. Καλομοιρόπουλον εἰς τὸ 1ον σύνταγμα, Κ. Παπαρουλᾶν, Λεωνίδαν Βοτῆλιαν, Π. Γεωργόπουλον, Κ. Κεφαλονίτην, Ι. Στριτῆον, Κ. Παπαγεωργίου εἰς τὸ 2ον σύνταγμα, θὰ ἐπανέλθῃ δὲ ὁ εἰς αὐτὸ ἐν λόγῳ Γ. Μαντζάκος Ἀν. Ἐλευθερίου, Π. Βασιλείου, Α. Βατσιανέλλας καὶ Α. Λούρον εἰς τὸ 3ον σύνταγμα, Γ. Στάϊκον, Δ. Βλαχούλην, Ν. Ἀλιξίου Π. Βλαχογιάννην, Στ. Σταυράτην, Κ. Χαλιόκην, Κ. Κασσιανίδην εἰς τὸ 4ον σύνταγμα, Κ. Κοντοχρυσῆν, Β. Ἀνδρεάκων, Π. Οἰκονόμου εἰς τὸ 6ον σύνταγμα, Γ. Καλογιάννην, Κ. Χρηστοφόρου, Ἀρ. Σπαθῆν, Ι. Ζαργάνην εἰς τὸ 7ον σύνταγμα, Ν. Μιχαλόπουλον, Π. Κοντοπόπουλον, Α. Χαρίτωνον, Α. Πολίτην καὶ Κ. Σπυρόπουλον εἰς τὸ 8ον σύνταγμα, Κ. Μήτσαν, Α. Ἀσημακόπουλον, Μιχ. Οἰκονομάκην εἰς τὸ 9ον σύνταγμα, Ι. Παναγιωτόπουλον, Γ. Σακκούρην, Κ. Παπαρτσίου καὶ Γ. Λιδωρίκην εἰς τὸ 10ον. <box>279 616 436 1022</box>
paragraph: Ἀπὸ τὴν ἡμέραν ἐκείνην ὁ μύλος ἔμεινε ἔρημος. Κανεὶς δὲν θέλει νὰ κατοικήσῃ ἐκεῖ μέσα. Λέγουν ὅτι τὰς νύκτας ἀκούονται στεναγμοὶ καὶ κλάματα, καὶ ὅτι ἡ σκιὰ τῆς Μαρίας περιπλανᾶται εἰς τὰς ὄχθας, λευκὴ καὶ θλιμμένη. Καὶ ὁ λευκὸς σταυρὸς ποὺ ἔβαλαν ἐπάνω εἰς τὴν πόρταν ἐσβύσθη σχεδόν ἀπὸ τὰς βροχάς. <box>784 878 941 1012</box>
paragraph: Μιχόπουλος Χρ. παρὰ τῇ μεραρχίᾳ Ἀρκαδίας, Δημητριάδης Βασ. παρὰ τῇ Μεραρχίᾳ Μεσσηνίας, Κανάβης Παναγ. παρὰ τῇ Μεραρχίᾳ Ἄρτης, Γουλάκος Στρέβρος παρὰ τῇ Μεραρχίᾳ Λακωνίας, Λαμπρόπουλος Θ. παρὰ τῇ Μεραρχίᾳ Βοιωτίας, Καρδάκης Ἰωάννης παρὰ τῇ Μεραρχίᾳ Ἀχαΐας. <box>616 1053 773 1188</box>
paragraph: Ἀποσπῶνται ὡς ἑξῆς οἱ ἑξῆς ἀξιωματικοὶ τοῦ ὑλικοῦ. <box>616 1012 773 1035</box>
paragraph: Αὐτὰ ἔγιναν πρὶν ἀπὸ πολλὰ χρόνια. Ὁ Πέτρος Ἰρατσὲς πέθανε εἰς τὴν φυλακήν, καὶ ὁ μύλος ἀκόμη στέκει ἔρημος ἐκεῖ, μὲ τὸν λευκὸν σταυρὸν εἰς τὴν πόρτα. <box>784 1730 941 1803</box>
paragraph: Ἐκεῖ μέσα, μοῦ εἶπεν ὁ Μιχάλης, εἶναι χρόνια τώρα ποῦ ὁ Πέτρος ὁ Ἰρατσές ἐσκότωσε τὴν ἀστεφάνωτή γυναῖκά του. Πρέπει νὰ σᾶς τὴν διηγηθῶ αὐτὴν τὴν κόκκινην ἱστορίαν. Ἡ Μαρία Νόμπλια θὰ ἦτο ἀκόμη δεκαεννέα ἐτῶν. Κορίτσι ἀπὸ καλὴν οἰκογένειαν, μὲ κάτι ἀόρατον εἰς τὴν ματιὰ ποὺ σὲ ἐκύτταζε, μὲ μαλλιὰ ξανθά. Ὅταν ἐπέρναγε ἀπὸ τὸν δρόμον ὅλοι ἐγύριζαν νὰ τὴν δοῦν. Ἦτο ἡ ὀμορφότερη κοπέλλα τοῦ χωριοῦ. <box>784 155 941 351</box>
story-section-label: ΤΟ ΔΙΗΓΗΜΑ ΤΗΣ ΗΜΕΡΑΣ <box>616 1549 773 1569</box>
section-heading: Τὸν ἀντισυνταγματάρχην : <box>447 1102 602 1128</box>
column-divider <box>610 103 611 1686</box>
story-author: RAINE MAIZEROY <box>631 1703 757 1715</box>
paragraph: Ἐξαίφνης ἐφάνη εἰς τὸ βάθος τοῦ ποταμοῦ ὁ μύλος, γέρος, μαυρισμένος, μὲ τοὺς μεγάλους του τροχοὺς ποὺ γύριζαν ἀκατάπαυστα, καὶ μὲ τὰ κεραμίδια του σκεπασμένα ἀπὸ βρύα καὶ χορτάρια. Ἡ λέμβος ἐπλησίασε καὶ ἐστάθη ἐκεῖ κοντὰ εἰς τὴν μικρὰν ἀποβάθραν. <box>616 2302 773 2424</box>
paragraph: Ἐπήγε ὕστερα καὶ ἐκάθησε εἰς τὸ κατώφλι τοῦ μύλου, καὶ ἔμεινε ἐκεῖ ἀκίνητος ὅλην τὴν νύκτα. Τὸ πρωῒ τὸν εὗραν οἱ χωρικοὶ, μὲ τὰ ρούχα ματωμένα, νὰ κυττάζῃ τὸ νερὸ ποὺ ἔτρεχε. Δὲν ἀντιστάθη ὅταν ἦλθαν οἱ χωροφύλακες, καὶ τὸν ἐπῆραν χωρὶς νὰ εἰπῇ τίποτε. <box>784 753 941 875</box>
paragraph: Βασιλάκην Βασ. εἰς τὸ Ἐπιμελητήριον Ἀττικῆς καὶ Βοιωτίας, Παπαδημητρίου Ἀναστ. εἰς τὸ Ἐπιμελητήριον Ἄρτης, Θεοδώρου Ἀχιλ. εἰς τὸ Σχολεῖον τῶν Εὐελπίδων ἐπὶ τοῦ ὑλικοῦ, Πεταλᾶν Ναπολ. εἰς τὸ Ἐπιμελητήριον Κέρκυρας ὡς ἐλεγκτήν, Τρυγάκην Ἀντ. εἰς τὸ 4ον σύνταγμα τῶν Εὐζώνων ἐπὶ τοῦ ὑλικοῦ, Κοκκίνον Ἀριστ. εἰς τὸ στρατ. ἀρτοποιεῖον Ναυπλίου, Παπαδόπουλον Ἰω. εἰς τὸ Ἐπιμελητήριον Τρικκάλων ὡς ἐλεγκτήν, Βενετσάνον Α. εἰς τὸ 3ον πεζ. σύνταγμα ὡς βοηθὸν τοῦ διαχειριστοῦ τοῦ χρηματικοῦ, Βασιλόπουλον Βασ. εἰς τὸ 8ον πεζ. σύνταγμα ὡς βοηθὸν ἐπὶ τοῦ χρηματικοῦ, Μερόκον Νικόλαον εἰς τὸ σύνταγμα τοῦ Πεζικοῦ ὡς βοηθὸν ἐπὶ τοῦ χρηματικοῦ, Μακρῆν Πέτρον εἰς τὸ Ἐπιμελητήριον Λαρίσσης, Πολυμερόπουλον Σπυρο. παρὰ τῷ ἐπιμελητηρίῳ Ἄρτης, Δαρβίτην Νικ. εἰς τὸ 4ον σύνταγμα τοῦ Πεζικοῦ ὡς διαχειριστὴν, Βλάσσην Ἰω. εἰς τὴν μεραρχίαν Κορινθίας, Σπυρόπουλον Κ. εἰς τὸ 10ον σύνταγμα τοῦ Πεζικοῦ ὡς βοηθὸν ἐπὶ τοῦ χρηματικοῦ, Λιάσον Σπ. εἰς τὴν μεραρχίαν Εὐβοίας, Πάσκαλον Ἰ. Εὐμ. εἰς τὸ Ἐπιμελητήριον Ἄρτης. <box>616 355 773 823</box>
story-divider <box>673 1720 716 1721</box>
section-heading: Οἱ ἀνθυπολοχαγοὶ : <box>625 1279 755 1292</box>
section-heading: Τὸν ἐπιμελητὴν <box>456 1434 563 1448</box>
paragraph: Χρηστόπουλος Κωνστ. εἰς τὸ θεραπευτήριον Ρίου. <box>110 1286 267 1309</box>
paragraph: Ὁ Ἰρατσὲς ὅμως ἦτο σκληρὸς ἄνθρωπος, μὲ τὸ βλέμμα σκοτεινόν, μὲ τὰ χέρια βαριὰ καὶ δυνατά. Τὴν ἐπῆρε μαζί του εἰς τὸν μύλον, καὶ ἀπὸ τότε δὲν ἐφάνη πλέον ἡ χαρὰ εἰς τὸ πρόσωπόν της. Ἔσκυβε τὸ κεφάλι καὶ ἐδούλευε σιωπηλὴ ἀπὸ τὸ πρωῒ ἕως τὸ βράδυ. <box>784 354 941 463</box>
department-heading: ΕΙΣ ΤΟ ΟΙΚΟΝΟΜΙΚΟΝ <box>465 1419 587 1431</box>
paragraph: Βασιλάκης Βασιλ. ὡς διαχειριστὴς ἐπιμελητηρίου, ὡς διαχειριστὴς τοῦ Συντάγματος τῶν Εὐζώνων ὡς βοηθός. <box>616 1294 773 1354</box>
paragraph: Νικόλ. Δημητσίκαν εἰς τὸ 4ον σύνταγμα, Βασίλ. Σκορδούλην εἰς τὸ 5ον, Γεώργιον Βελούδην εἰς τὸ 6ον, Βασίλ. Γιάννακον εἰς τὸ 1ον, Ι. Γρηγοριάδην εἰς τὸ 7ον, Σ. Προυσιστὴν εἰς τὸ 10ον, Κ. Δίσμα εἰς τὸ 3ον, Ἐλευθ. Εὐθυμίου εἰς τὸ 6ον. <box>110 1488 267 1598</box>
paragraph: Μαυρομμάτης Νικόλαος εἰς τὸ στρατιωτικὸν. νοσοκ. Μεσολογγίου. <box>110 1247 267 1283</box>
paragraph: Πέρασαν μῆνες. <box>795 1015 874 1026</box>
section-heading: Τοὺς ἀνθυπολοχαγοὺς : <box>616 327 773 354</box>
paragraph: Τὸν ἀρχιφυλακτήν εἰς αὐτὸν τὸ ταγματάρχην τοῦ ὑλικοῦ Ἀρχιρίδην Ἰωάννην εἰς τὸ Ἐργοστάσιον μεταφορᾶς Ἀθηνῶν καὶ τὸν Μιχαὴλ τοποθετοῦμεν εἰς τὴν ὑπηρεσίαν τοῦ ὑλικοῦ πολέμου ἔτη ζωῆς συγγραφὴν ὥστε νὰ παραμείνῃ εἰς Ἀθήνας, διαταχθέντος ὑπὸ τοῦ ὑπουργείου. <box>279 2190 436 2324</box>
paragraph: Τὸν ἐπιμελητὴν Β. Ρίζον τὸν Γεώργ. παρὰ τῷ μισθ. γραφ. <box>447 1449 604 1472</box>
paragraph: Δεκάζος Βασ. εἰς τὸ στρ. νοσοκ. Βόλου. Λυρίτζας Διονύσ. εἰς τὸ στρατ. νοσοκ. Κερκύρας. <box>110 1197 267 1244</box>
paragraph: Δημητριάδην Ἀνδρέαν εἰς τὸ 1ον πυροβ. σύνταγμα ὡς διαχειριστὴν τῆς σκευῆς. Γιαννόπουλον Γ. εἰς τὸ 2ον πυροβ. σύνταγμα ὡς διαχειριστὴν τῆς σκευῆς, Πέτρον Γ. εἰς τὸ 6ον πυροβ. σύνταγμα ὡς διαχειριστὴν, Γαργαλιάνον Ἀδάγ. εἰς τὴν ὑπουργεῖον τῶν Στρατιωτικῶν (Στρατιωτικὸν Λογιστήριον, τμῆμα 6ον) ὡς λογιστὴν. Βοτέαν. Παναγ. εἰς τὴν ἐφορίαν Καρδιτσᾶ. Δασίλην Πέτρον εἰς τὴν ἐφορίαν Βόλου. Συνέσιον Ἐμμ. εἰς τὴν ἐφορίαν Πατρῶν. Ἀποστολίδην Δημοσθένην εἰς τὴν ἐφορίαν Ναυπλίου, Μπορσιάνην Α. εἰς τὴν ἐφορίαν Λαρίσσης. <box>447 207 604 452</box>
section-heading: Τοὺς ἀνθυπολοχαγοὺς : <box>447 455 604 481</box>
section-heading: Τοὺς ὑπολοχαγοὺς : <box>456 192 588 205</box>
paragraph: Φωστήρην Ἀθανάσιον παρὰ τῷ ἐπιμελητηρίῳ Κερκύρας ὡς διευθυντήν, Κουκούλην Νικόλαον ὑποεπιμελητὴν Πέτρον Δημοσθένην Ἀθηνῶν, Σταυρόπουλον Σαράφιον παρὰ τῷ τῇ γ'. μεραρχίᾳ Τζούκανον Τζουάννην παρὰ τῷ ἐπιμελητηρίῳ τοῦ στρατοῦ εἰς τὸ διευθυντὴν Σακελλαρίου Γεώργ. παρὰ τῷ ἐπιμελητηρίῳ Αἰτωλίας καὶ Ἀκαρνανίας ὡς διευθυντήν, Κουβάρην Ἀθαν. παρὰ τῷ ἐπιμελητηρίῳ Ἀργολίδος καὶ Κορινθίας ὡς διευθυντήν. <box>447 1491 604 1687</box>
section-heading: Τοὺς ἀντισυνταγματάρχας : <box>110 1461 264 1487</box>
